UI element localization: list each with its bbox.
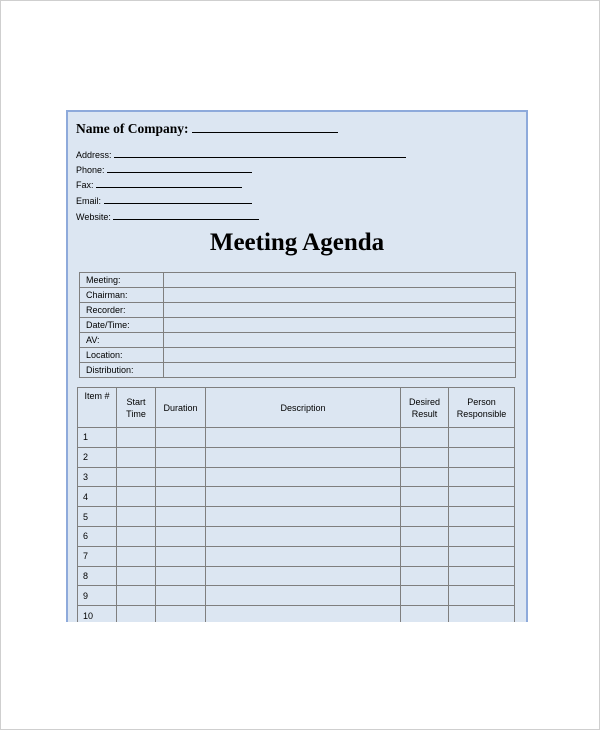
date-time-label: Date/Time: [80, 318, 164, 333]
person-responsible-header [449, 388, 515, 428]
meeting-info-row [80, 273, 516, 288]
desired-result-cell[interactable] [401, 526, 449, 546]
website-field[interactable] [113, 210, 259, 220]
agenda-sheet [66, 110, 528, 622]
person-responsible-cell[interactable] [449, 546, 515, 566]
desired-result-cell[interactable] [401, 566, 449, 586]
desired-result-cell[interactable] [401, 447, 449, 467]
description-cell[interactable] [206, 507, 401, 527]
meeting-info-row [80, 333, 516, 348]
description-cell[interactable] [206, 566, 401, 586]
email-line [76, 194, 252, 206]
distribution-label: Distribution: [80, 363, 164, 378]
item-number-cell: 4 [78, 487, 117, 507]
company-name-field[interactable] [192, 120, 338, 133]
duration-cell[interactable] [156, 447, 206, 467]
chairman-label: Chairman: [80, 288, 164, 303]
agenda-row [78, 546, 515, 566]
duration-cell[interactable] [156, 546, 206, 566]
recorder-label: Recorder: [80, 303, 164, 318]
start-time-header [117, 388, 156, 428]
person-responsible-cell[interactable] [449, 428, 515, 448]
start-time-cell[interactable] [117, 586, 156, 606]
fax-label: Fax: [76, 180, 94, 190]
item-number-cell: 2 [78, 447, 117, 467]
person-responsible-cell[interactable] [449, 487, 515, 507]
person-responsible-cell[interactable] [449, 526, 515, 546]
person-responsible-header-line1: Person [467, 396, 496, 407]
description-cell[interactable] [206, 546, 401, 566]
av-label: AV: [80, 333, 164, 348]
description-cell[interactable] [206, 467, 401, 487]
agenda-row [78, 507, 515, 527]
start-time-cell[interactable] [117, 546, 156, 566]
email-field[interactable] [104, 194, 252, 204]
agenda-row [78, 428, 515, 448]
duration-cell[interactable] [156, 428, 206, 448]
agenda-row [78, 606, 515, 622]
email-label: Email: [76, 196, 102, 206]
description-cell[interactable] [206, 586, 401, 606]
address-field[interactable] [114, 148, 406, 158]
duration-cell[interactable] [156, 586, 206, 606]
date-time-value-cell[interactable] [164, 318, 516, 333]
duration-cell[interactable] [156, 467, 206, 487]
item-number-cell: 6 [78, 526, 117, 546]
company-name-label: Name of Company: [76, 121, 189, 136]
phone-line [76, 163, 252, 175]
person-responsible-cell[interactable] [449, 467, 515, 487]
agenda-row [78, 487, 515, 507]
desired-result-header-line2: Result [411, 408, 438, 419]
address-line [76, 148, 406, 160]
start-time-cell[interactable] [117, 606, 156, 622]
item-number-cell: 7 [78, 546, 117, 566]
description-cell[interactable] [206, 428, 401, 448]
start-time-cell[interactable] [117, 447, 156, 467]
agenda-header-row [78, 388, 515, 428]
person-responsible-cell[interactable] [449, 507, 515, 527]
start-time-cell[interactable] [117, 428, 156, 448]
description-header: Description [206, 388, 401, 428]
item-number-cell: 8 [78, 566, 117, 586]
desired-result-header-line1: Desired [408, 396, 440, 407]
meeting-info-row [80, 318, 516, 333]
meeting-label: Meeting: [80, 273, 164, 288]
start-time-cell[interactable] [117, 487, 156, 507]
agenda-row [78, 526, 515, 546]
agenda-row [78, 586, 515, 606]
location-label: Location: [80, 348, 164, 363]
duration-cell[interactable] [156, 566, 206, 586]
recorder-value-cell[interactable] [164, 303, 516, 318]
fax-field[interactable] [96, 178, 242, 188]
start-time-header-line2: Time [126, 408, 146, 419]
item-number-cell: 1 [78, 428, 117, 448]
item-number-cell: 9 [78, 586, 117, 606]
start-time-header-line1: Start [126, 396, 146, 407]
av-value-cell[interactable] [164, 333, 516, 348]
meeting-value-cell[interactable] [164, 273, 516, 288]
desired-result-cell[interactable] [401, 606, 449, 622]
desired-result-cell[interactable] [401, 467, 449, 487]
website-label: Website: [76, 212, 111, 222]
duration-header: Duration [156, 388, 206, 428]
chairman-value-cell[interactable] [164, 288, 516, 303]
desired-result-cell[interactable] [401, 507, 449, 527]
start-time-cell[interactable] [117, 507, 156, 527]
website-line [76, 210, 259, 222]
page-title: Meeting Agenda [209, 229, 385, 256]
phone-label: Phone: [76, 165, 105, 175]
person-responsible-header-line2: Responsible [456, 408, 507, 419]
agenda-row [78, 447, 515, 467]
company-name-line [76, 120, 338, 137]
start-time-cell[interactable] [117, 467, 156, 487]
item-number-header: Item # [78, 388, 117, 428]
desired-result-header [401, 388, 449, 428]
duration-cell[interactable] [156, 606, 206, 622]
item-number-cell: 5 [78, 507, 117, 527]
address-label: Address: [76, 150, 112, 160]
start-time-cell[interactable] [117, 566, 156, 586]
duration-cell[interactable] [156, 487, 206, 507]
description-cell[interactable] [206, 606, 401, 622]
agenda-items-table [77, 387, 515, 622]
fax-line [76, 178, 242, 190]
description-cell[interactable] [206, 487, 401, 507]
item-number-cell: 3 [78, 467, 117, 487]
meeting-info-row [80, 363, 516, 378]
start-time-cell[interactable] [117, 526, 156, 546]
description-cell[interactable] [206, 447, 401, 467]
person-responsible-cell[interactable] [449, 606, 515, 622]
phone-field[interactable] [107, 163, 252, 173]
desired-result-cell[interactable] [401, 428, 449, 448]
duration-cell[interactable] [156, 526, 206, 546]
desired-result-cell[interactable] [401, 546, 449, 566]
desired-result-cell[interactable] [401, 586, 449, 606]
agenda-row [78, 566, 515, 586]
meeting-info-row [80, 348, 516, 363]
location-value-cell[interactable] [164, 348, 516, 363]
meeting-info-row [80, 303, 516, 318]
agenda-items-body [78, 428, 515, 623]
person-responsible-cell[interactable] [449, 586, 515, 606]
desired-result-cell[interactable] [401, 487, 449, 507]
description-cell[interactable] [206, 526, 401, 546]
duration-cell[interactable] [156, 507, 206, 527]
agenda-row [78, 467, 515, 487]
person-responsible-cell[interactable] [449, 447, 515, 467]
person-responsible-cell[interactable] [449, 566, 515, 586]
meeting-info-row [80, 288, 516, 303]
distribution-value-cell[interactable] [164, 363, 516, 378]
meeting-info-table [79, 272, 516, 378]
item-number-cell: 10 [78, 606, 117, 622]
